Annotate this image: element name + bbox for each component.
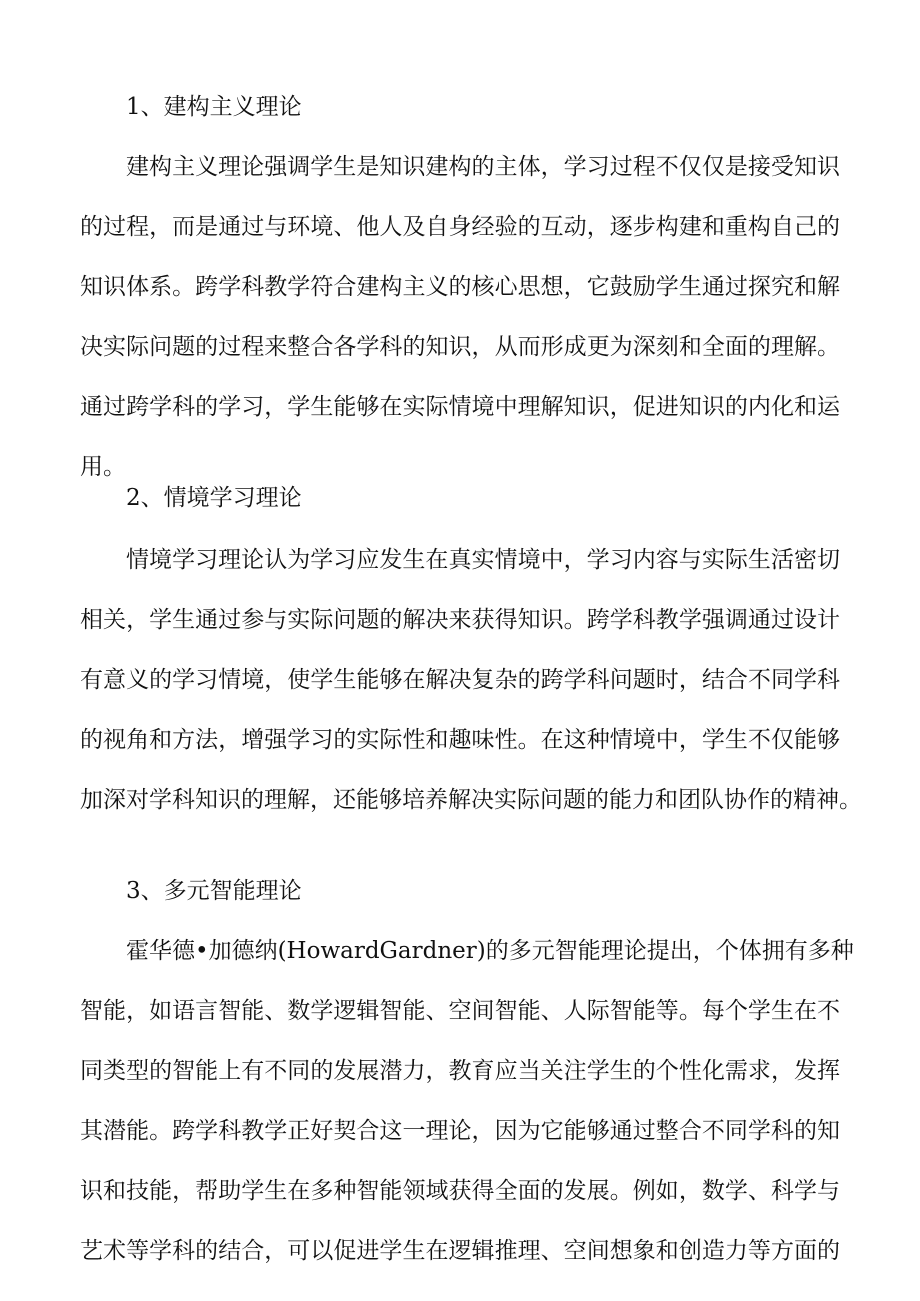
paragraph-line: 情境学习理论认为学习应发生在真实情境中，学习内容与实际生活密切 (126, 547, 840, 573)
paragraph-line: 有意义的学习情境，使学生能够在解决复杂的跨学科问题时，结合不同学科 (80, 667, 840, 693)
paragraph-line: 其潜能。跨学科教学正好契合这一理论，因为它能够通过整合不同学科的知 (80, 1118, 840, 1144)
paragraph-line: 决实际问题的过程来整合各学科的知识，从而形成更为深刻和全面的理解。 (80, 334, 840, 360)
paragraph-line: 同类型的智能上有不同的发展潜力，教育应当关注学生的个性化需求，发挥 (80, 1058, 840, 1084)
paragraph-line: 知识体系。跨学科教学符合建构主义的核心思想，它鼓励学生通过探究和解 (80, 274, 840, 300)
paragraph-line: 的视角和方法，增强学习的实际性和趣味性。在这种情境中，学生不仅能够 (80, 727, 840, 753)
section-heading-3: 3、多元智能理论 (126, 878, 302, 904)
section-heading-1: 1、建构主义理论 (126, 94, 302, 120)
paragraph-line: 相关，学生通过参与实际问题的解决来获得知识。跨学科教学强调通过设计 (80, 607, 840, 633)
paragraph-line: 用。 (80, 454, 126, 480)
paragraph-line: 的过程，而是通过与环境、他人及自身经验的互动，逐步构建和重构自己的 (80, 214, 840, 240)
paragraph-line: 霍华德•加德纳(HowardGardner)的多元智能理论提出，个体拥有多种 (126, 938, 854, 964)
paragraph-line: 识和技能，帮助学生在多种智能领域获得全面的发展。例如，数学、科学与 (80, 1178, 840, 1204)
paragraph-line: 艺术等学科的结合，可以促进学生在逻辑推理、空间想象和创造力等方面的 (80, 1238, 840, 1264)
paragraph-line: 智能，如语言智能、数学逻辑智能、空间智能、人际智能等。每个学生在不 (80, 998, 840, 1024)
section-heading-2: 2、情境学习理论 (126, 485, 302, 511)
paragraph-line: 建构主义理论强调学生是知识建构的主体，学习过程不仅仅是接受知识 (126, 154, 840, 180)
paragraph-line: 通过跨学科的学习，学生能够在实际情境中理解知识，促进知识的内化和运 (80, 394, 840, 420)
paragraph-line: 加深对学科知识的理解，还能够培养解决实际问题的能力和团队协作的精神。 (80, 787, 862, 813)
